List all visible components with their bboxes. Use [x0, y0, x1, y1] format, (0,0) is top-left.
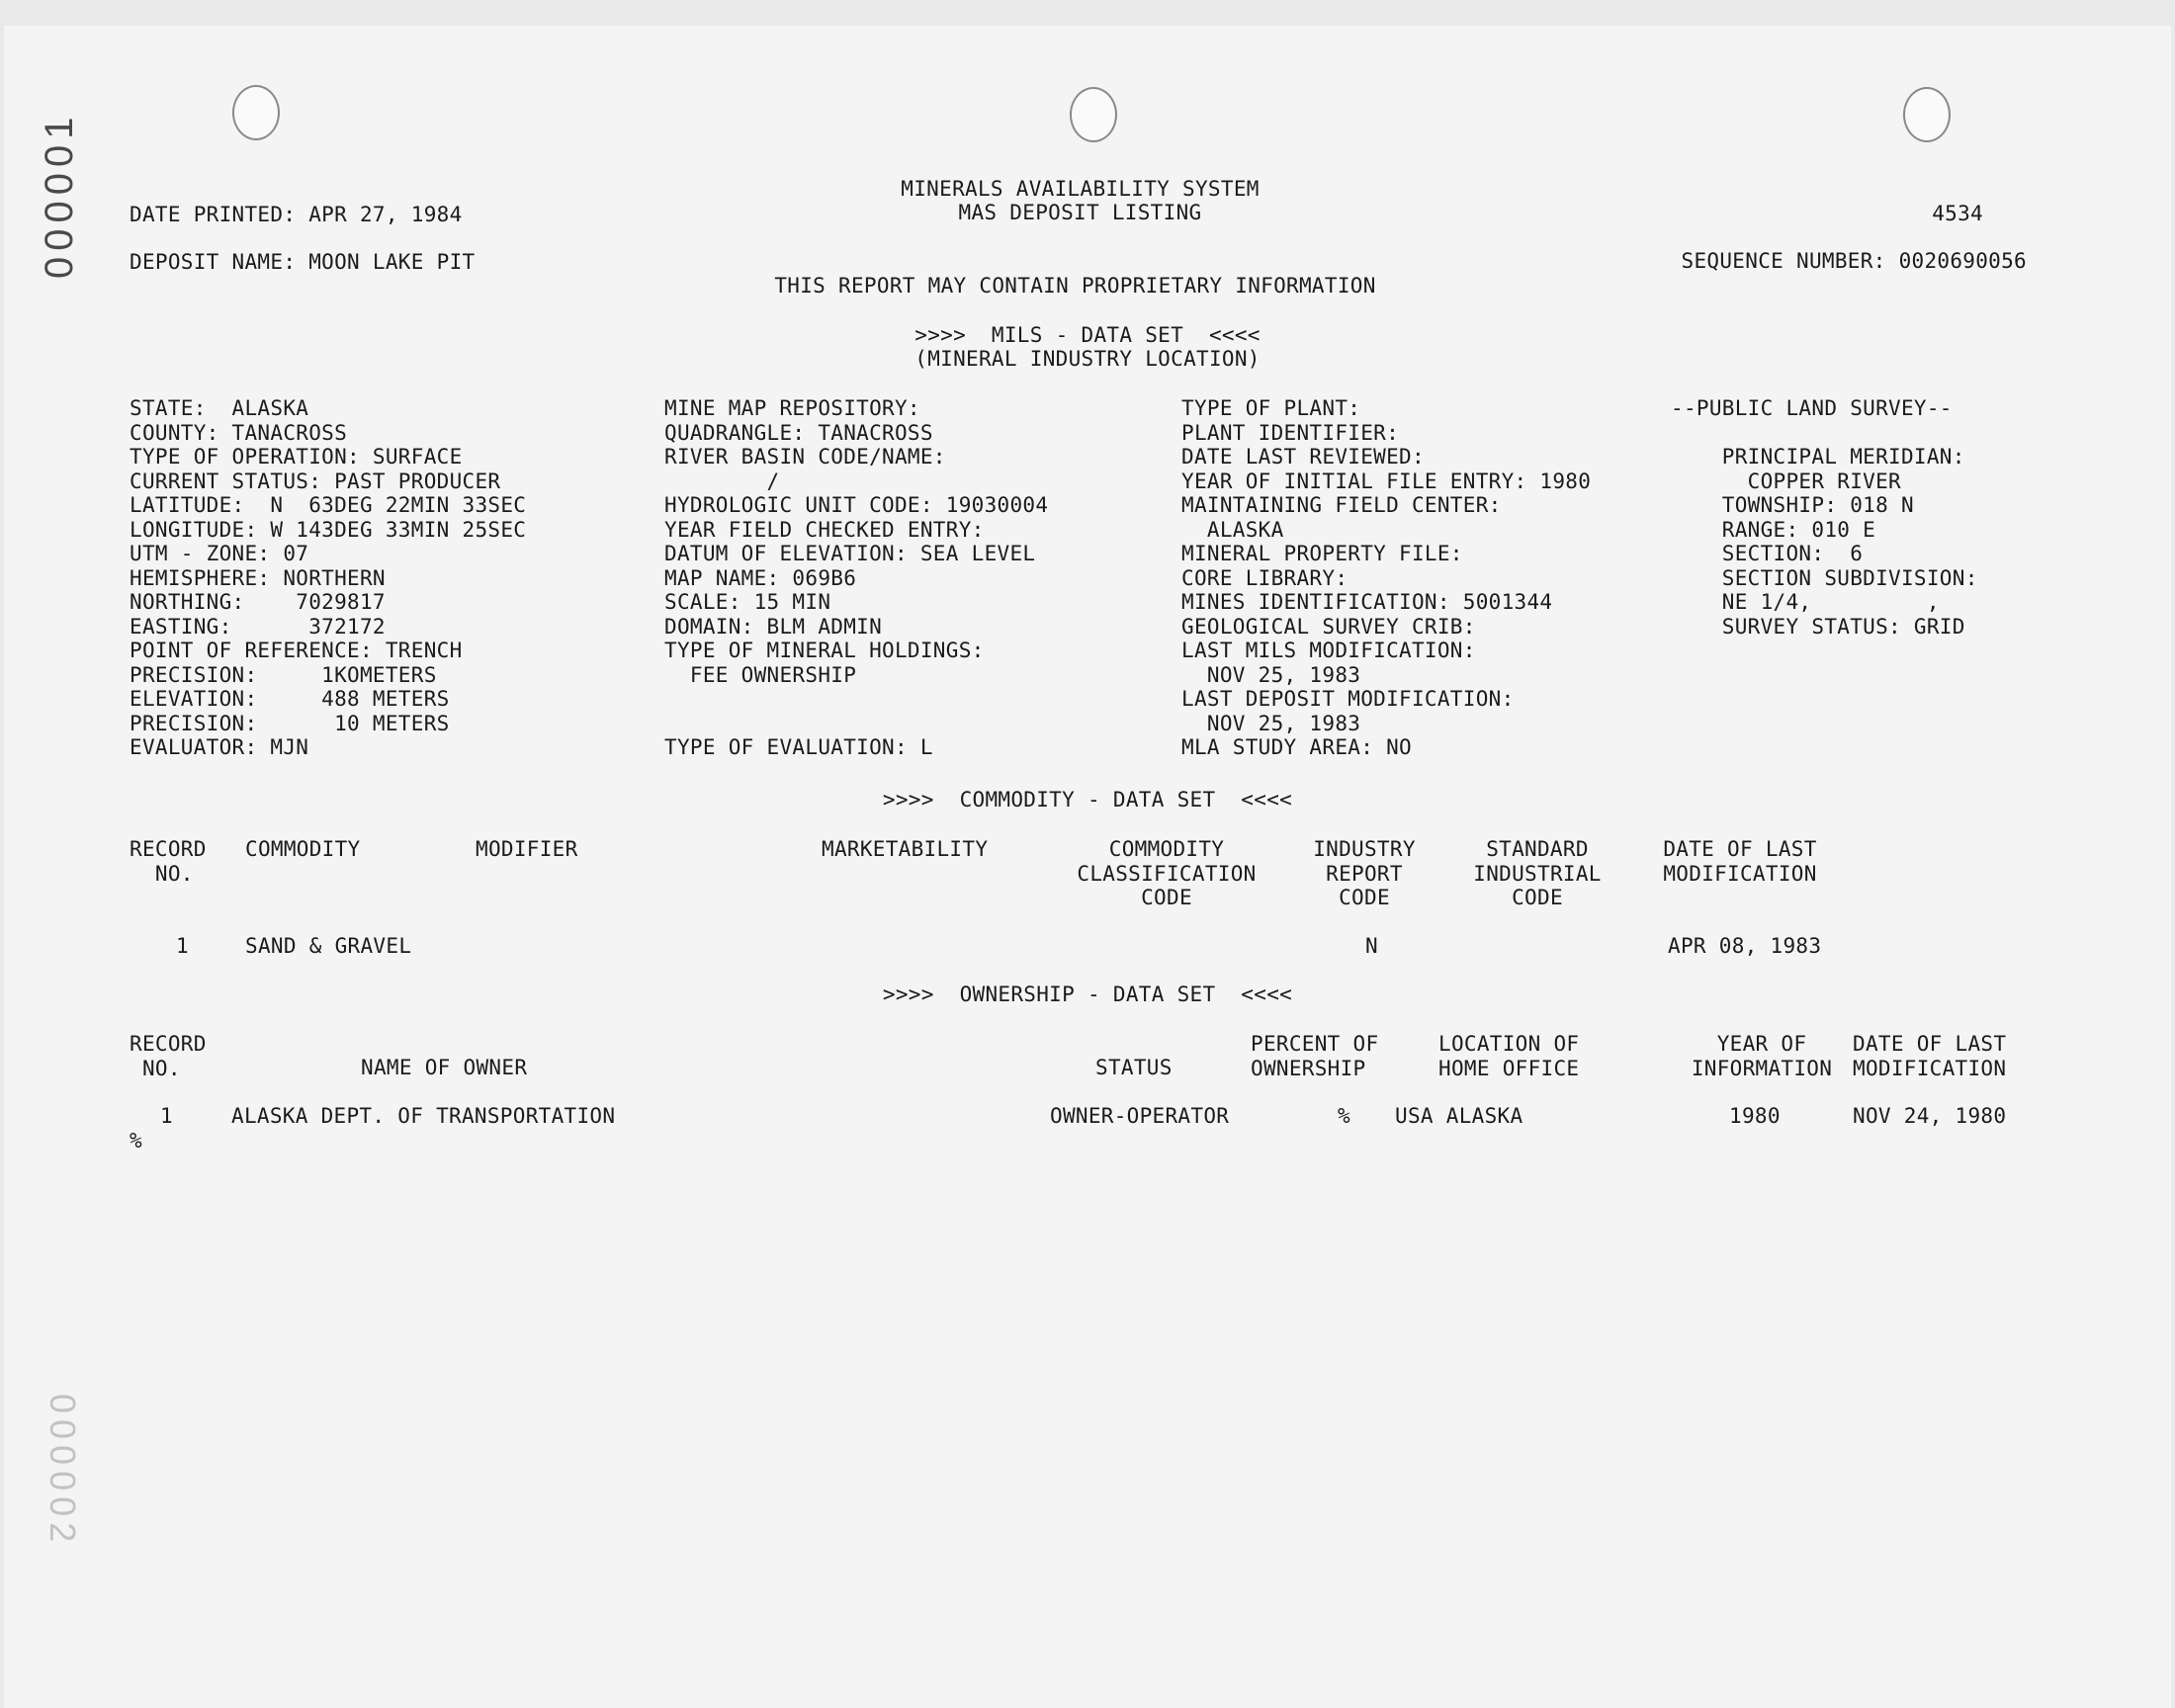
- mils-subheading: (MINERAL INDUSTRY LOCATION): [914, 347, 1261, 371]
- mils-field: COUNTY: TANACROSS: [130, 420, 348, 445]
- mils-field: DATUM OF ELEVATION: SEA LEVEL: [664, 542, 1036, 565]
- commodity-header-last-mod: DATE OF LAST MODIFICATION: [1663, 837, 1817, 886]
- mils-field: NOV 25, 1983: [1181, 662, 1361, 687]
- mils-field: CURRENT STATUS: PAST PRODUCER: [130, 469, 501, 493]
- ownership-header-owner: NAME OF OWNER: [361, 1056, 528, 1079]
- mils-field: SECTION: 6: [1671, 542, 1864, 565]
- mils-field: DATE LAST REVIEWED:: [1181, 445, 1425, 469]
- mils-field: LAST DEPOSIT MODIFICATION:: [1181, 687, 1515, 711]
- mils-field: PLANT IDENTIFIER:: [1181, 420, 1400, 445]
- mils-field: LAST MILS MODIFICATION:: [1181, 639, 1476, 662]
- mils-field: MAP NAME: 069B6: [664, 565, 857, 590]
- ownership-heading: >>>> OWNERSHIP - DATA SET <<<<: [882, 982, 1293, 1006]
- punch-hole-left: [232, 85, 280, 140]
- date-printed: DATE PRINTED: APR 27, 1984: [130, 203, 463, 226]
- commodity-header-classification: COMMODITY CLASSIFICATION CODE: [1077, 837, 1257, 909]
- mils-field: UTM - ZONE: 07: [130, 542, 309, 565]
- mils-field: NE 1/4, ,: [1671, 590, 1940, 614]
- mils-field: PRECISION: 1KOMETERS: [130, 662, 437, 687]
- commodity-heading: >>>> COMMODITY - DATA SET <<<<: [882, 788, 1293, 811]
- ownership-year: 1980: [1729, 1104, 1781, 1128]
- mils-field: TYPE OF EVALUATION: L: [664, 735, 933, 759]
- ownership-header-year: YEAR OF INFORMATION: [1691, 1032, 1833, 1080]
- mils-field: /: [664, 469, 780, 493]
- mils-field: PRINCIPAL MERIDIAN:: [1671, 445, 1965, 469]
- commodity-record-no: 1: [176, 934, 189, 958]
- punch-hole-right: [1903, 87, 1951, 142]
- mils-field: MINES IDENTIFICATION: 5001344: [1181, 590, 1553, 614]
- mils-field: COPPER RIVER: [1671, 469, 1901, 493]
- mils-field: TOWNSHIP: 018 N: [1671, 493, 1914, 517]
- sequence-number: SEQUENCE NUMBER: 0020690056: [1681, 249, 2027, 273]
- report-listing-title: MAS DEPOSIT LISTING: [958, 201, 1202, 224]
- mils-field: MLA STUDY AREA: NO: [1181, 735, 1412, 759]
- mils-field: ALASKA: [1181, 517, 1284, 542]
- mils-field: TYPE OF PLANT:: [1181, 396, 1361, 420]
- mils-field: LONGITUDE: W 143DEG 33MIN 25SEC: [130, 517, 527, 542]
- ownership-footnote: %: [130, 1129, 142, 1153]
- mils-field: POINT OF REFERENCE: TRENCH: [130, 639, 463, 662]
- proprietary-notice: THIS REPORT MAY CONTAIN PROPRIETARY INFORMATION: [774, 274, 1376, 298]
- commodity-header-sic: STANDARD INDUSTRIAL CODE: [1473, 837, 1602, 909]
- ownership-header-status: STATUS: [1095, 1056, 1173, 1079]
- mils-field: RIVER BASIN CODE/NAME:: [664, 445, 946, 469]
- commodity-header-marketability: MARKETABILITY: [822, 837, 989, 861]
- mils-field: YEAR OF INITIAL FILE ENTRY: 1980: [1181, 469, 1592, 493]
- commodity-header-record: RECORD NO.: [130, 837, 207, 886]
- mils-field: GEOLOGICAL SURVEY CRIB:: [1181, 614, 1476, 639]
- mils-field: MAINTAINING FIELD CENTER:: [1181, 493, 1502, 517]
- mils-field: CORE LIBRARY:: [1181, 565, 1348, 590]
- ownership-header-last-mod: DATE OF LAST MODIFICATION: [1853, 1032, 2007, 1080]
- ownership-record-no: 1: [160, 1104, 173, 1128]
- commodity-header-commodity: COMMODITY: [245, 837, 361, 861]
- commodity-industry-code: N: [1365, 934, 1378, 958]
- report-system-title: MINERALS AVAILABILITY SYSTEM: [901, 177, 1260, 201]
- mils-field: NORTHING: 7029817: [130, 590, 386, 614]
- mils-field: HEMISPHERE: NORTHERN: [130, 565, 386, 590]
- mils-field: QUADRANGLE: TANACROSS: [664, 420, 933, 445]
- ownership-status: OWNER-OPERATOR: [1050, 1104, 1230, 1128]
- ownership-home-office: USA ALASKA: [1395, 1104, 1523, 1128]
- ownership-header-location: LOCATION OF HOME OFFICE: [1438, 1032, 1580, 1080]
- mils-field: MINE MAP REPOSITORY:: [664, 396, 920, 420]
- page-number: 4534: [1932, 202, 1983, 225]
- ownership-percent: %: [1338, 1104, 1350, 1128]
- mils-heading: >>>> MILS - DATA SET <<<<: [914, 323, 1261, 347]
- mils-field: LATITUDE: N 63DEG 22MIN 33SEC: [130, 493, 527, 517]
- mils-field: FEE OWNERSHIP: [664, 662, 857, 687]
- mils-field: MINERAL PROPERTY FILE:: [1181, 542, 1463, 565]
- ownership-last-mod: NOV 24, 1980: [1853, 1104, 2007, 1128]
- mils-field: STATE: ALASKA: [130, 396, 309, 420]
- mils-field: TYPE OF OPERATION: SURFACE: [130, 445, 463, 469]
- punch-hole-center: [1070, 87, 1117, 142]
- mils-field: EVALUATOR: MJN: [130, 735, 309, 759]
- commodity-name: SAND & GRAVEL: [245, 934, 412, 958]
- mils-field: SECTION SUBDIVISION:: [1671, 565, 1978, 590]
- margin-stamp-bottom: 000002: [43, 1394, 83, 1549]
- mils-field: SURVEY STATUS: GRID: [1671, 614, 1965, 639]
- ownership-header-record: RECORD NO.: [130, 1032, 207, 1080]
- mils-field: HYDROLOGIC UNIT CODE: 19030004: [664, 493, 1049, 517]
- owner-name: ALASKA DEPT. OF TRANSPORTATION: [231, 1104, 616, 1128]
- deposit-name: DEPOSIT NAME: MOON LAKE PIT: [130, 250, 476, 274]
- mils-field: NOV 25, 1983: [1181, 711, 1361, 735]
- mils-field: ELEVATION: 488 METERS: [130, 687, 450, 711]
- mils-field: EASTING: 372172: [130, 614, 386, 639]
- ownership-header-percent: PERCENT OF OWNERSHIP: [1251, 1032, 1379, 1080]
- mils-field: YEAR FIELD CHECKED ENTRY:: [664, 517, 985, 542]
- margin-stamp-top: 000001: [38, 111, 81, 279]
- commodity-header-modifier: MODIFIER: [476, 837, 578, 861]
- commodity-header-industry-code: INDUSTRY REPORT CODE: [1313, 837, 1416, 909]
- land-survey-heading: --PUBLIC LAND SURVEY--: [1671, 396, 1953, 420]
- mils-field: TYPE OF MINERAL HOLDINGS:: [664, 639, 985, 662]
- mils-field: PRECISION: 10 METERS: [130, 711, 450, 735]
- mils-field: RANGE: 010 E: [1671, 517, 1876, 542]
- commodity-last-mod: APR 08, 1983: [1668, 934, 1822, 958]
- mils-field: DOMAIN: BLM ADMIN: [664, 614, 883, 639]
- mils-field: SCALE: 15 MIN: [664, 590, 831, 614]
